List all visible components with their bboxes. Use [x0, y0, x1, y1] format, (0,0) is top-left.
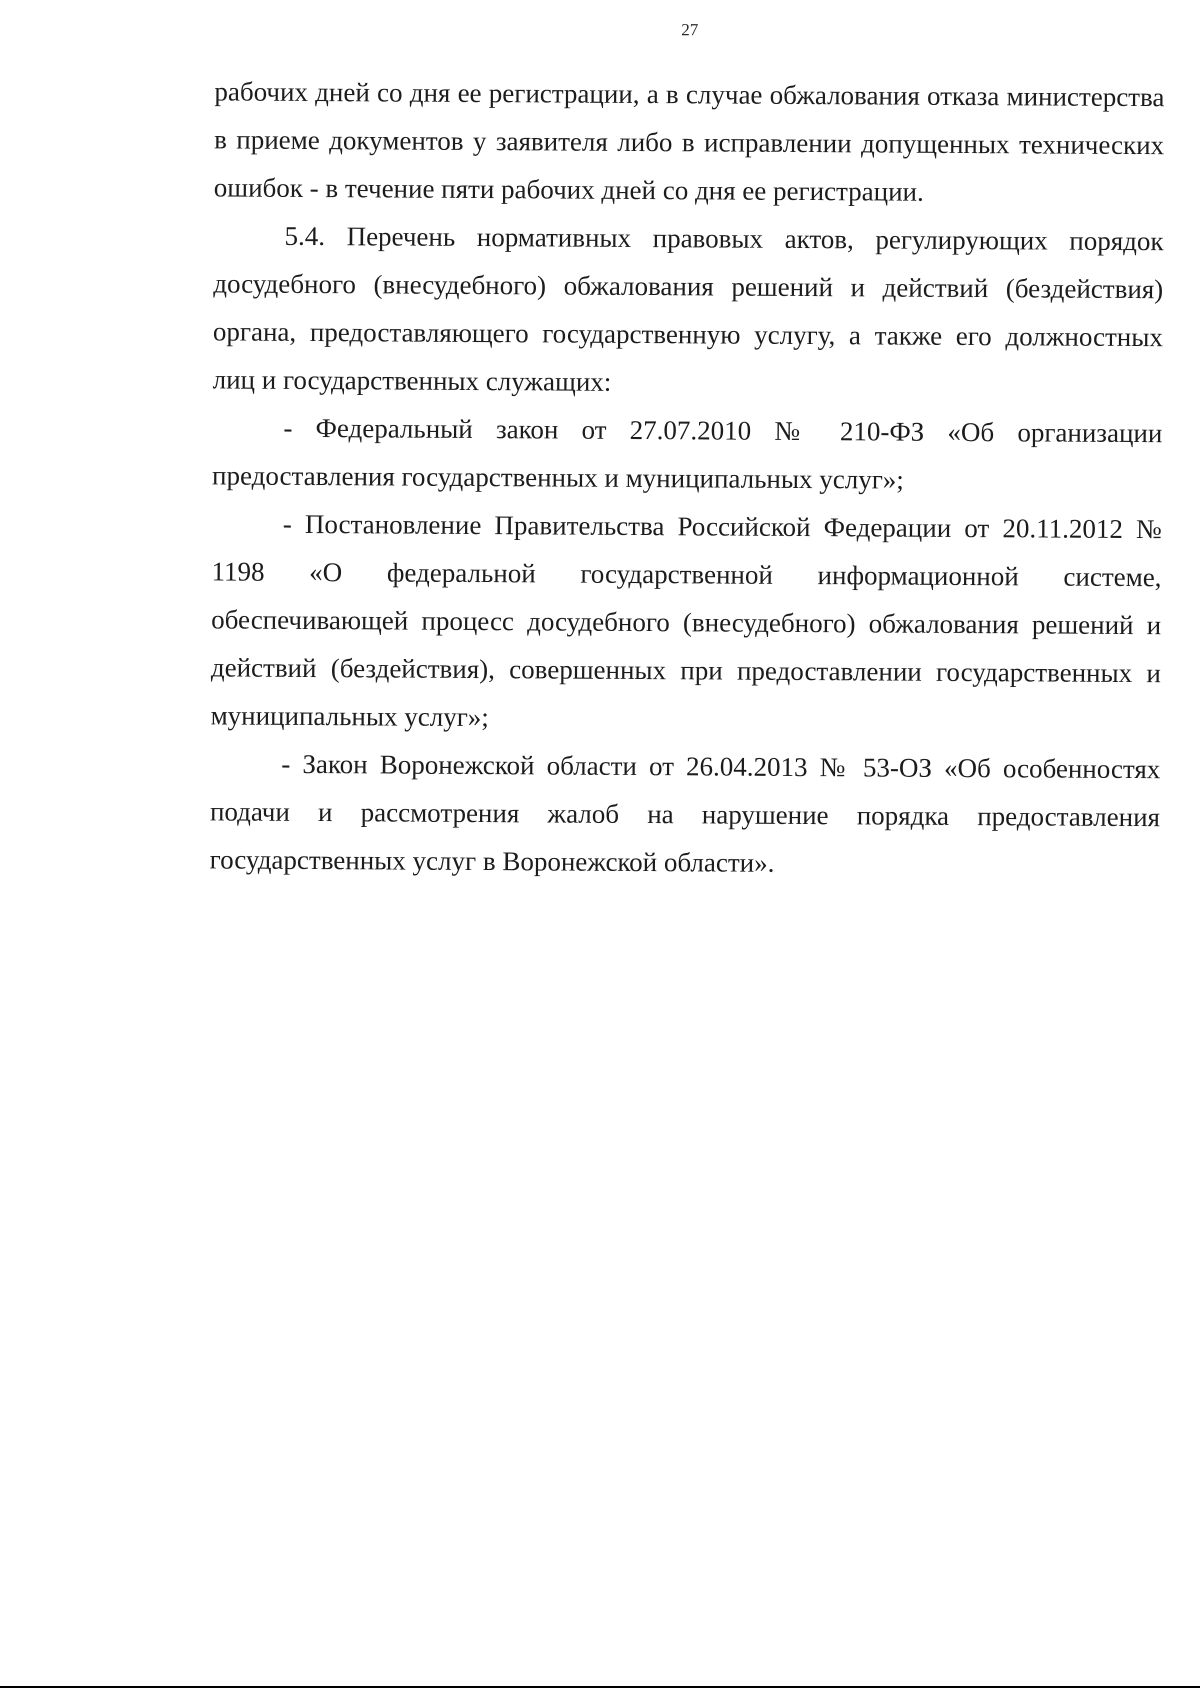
bottom-scan-edge — [0, 1686, 1200, 1688]
list-item-federal-law: - Федеральный закон от 27.07.2010 № 210-ФЗ «Об организации предоставления государственных и муниципальных услуг»; — [211, 412, 1163, 495]
page-number: 27 — [681, 20, 699, 40]
paragraph-5-4-intro: 5.4. Перечень нормативных правовых актов, регулирующих порядок досудебного (внесудебного) обжалования решений и действий (бездействия) органа, предоставляющего государственную услугу, а также его должностных лиц и государственных служащих: — [212, 220, 1164, 397]
list-item-regional-law: - Закон Воронежской области от 26.04.2013 № 53-ОЗ «Об особенностях подачи и рассмотрения жалоб на нарушение порядка предоставления государственных услуг в Воронежской области». — [209, 748, 1161, 878]
document-body — [210, 67, 1165, 889]
paragraph-continuation: рабочих дней со дня ее регистрации, а в случае обжалования отказа министерства в приеме документов у заявителя либо в исправлении допущенных технических ошибок - в течение пяти рабочих дней со дня ее регистрации. — [213, 76, 1165, 207]
list-item-government-decree: - Постановление Правительства Российской Федерации от 20.11.2012 № 1198 «О федеральной государственной информационной системе, обеспечивающей процесс досудебного (внесудебного) обжалования решений и действий (бездействия), совершенных при предоставлении государственных и муниципальных услуг»; — [210, 508, 1162, 733]
